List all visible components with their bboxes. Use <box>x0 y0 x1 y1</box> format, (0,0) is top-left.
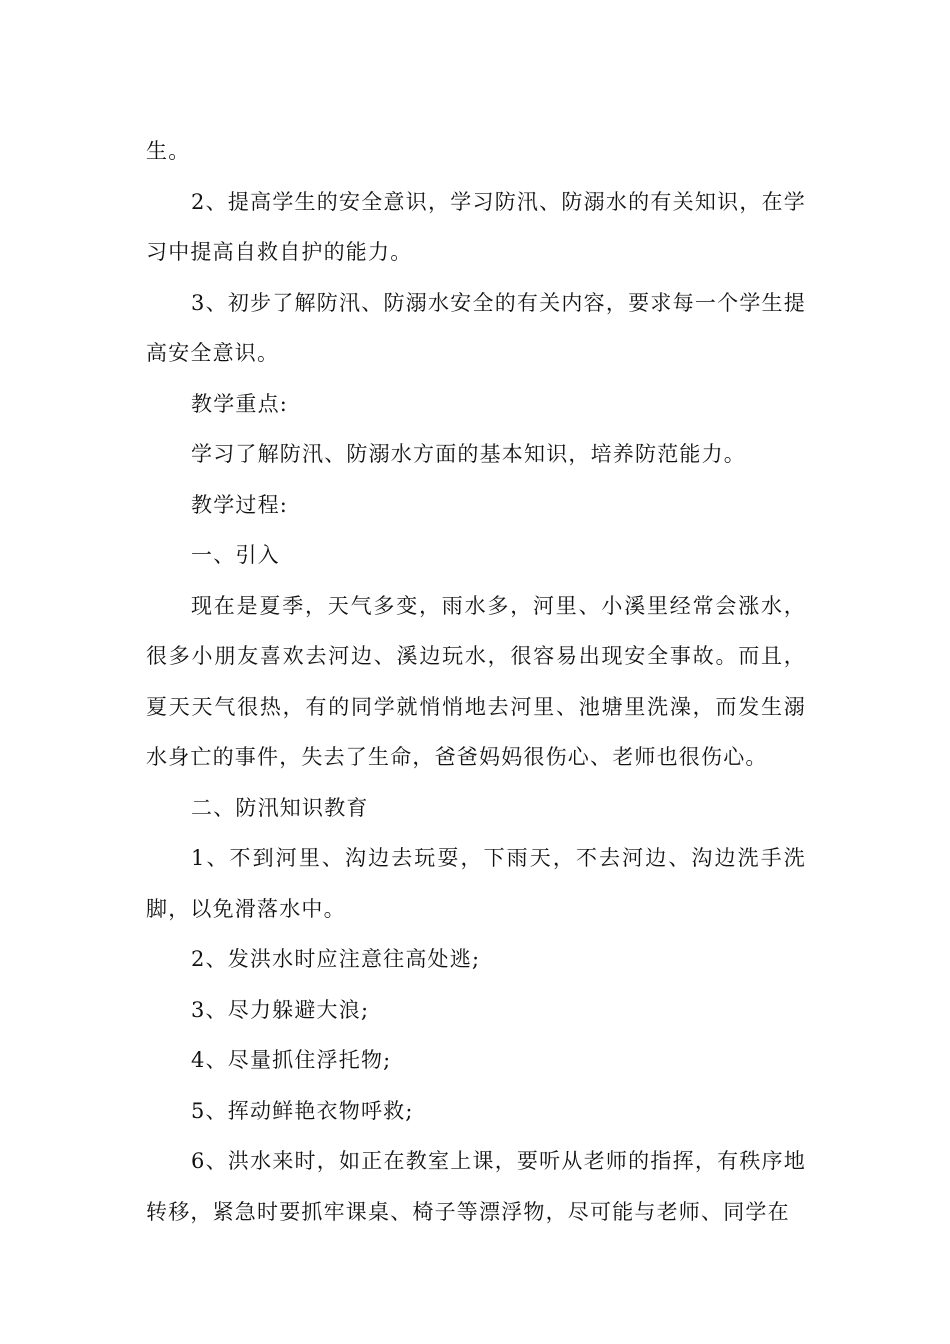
list-item-3: 3、尽力躲避大浪; <box>191 997 370 1022</box>
list-item-4: 4、尽量抓住浮托物; <box>191 1048 392 1072</box>
list-item-5: 5、挥动鲜艳衣物呼救; <box>191 1098 414 1123</box>
paragraph-goal-2: 2、提高学生的安全意识，学习防汛、防溺水的有关知识，在学习中提高自救自护的能力。 <box>146 189 806 264</box>
paragraph-continuation: 生。 <box>146 139 191 163</box>
list-item-2: 2、发洪水时应注意往高处逃; <box>191 947 481 971</box>
heading-teaching-process: 教学过程: <box>191 492 289 517</box>
heading-teaching-focus: 教学重点: <box>191 391 289 416</box>
paragraph-introduction: 现在是夏季，天气多变，雨水多，河里、小溪里经常会涨水，很多小朋友喜欢去河边、溪边玩水，很容易出现安全事故。而且，夏天天气很热，有的同学就悄悄地去河里、池塘里洗澡，而发生溺水身亡的事件，失去了生命，爸爸妈妈很伤心、老师也很伤心。 <box>146 593 806 769</box>
list-item-6: 6、洪水来时，如正在教室上课，要听从老师的指挥，有秩序地转移，紧急时要抓牢课桌、椅子等漂浮物，尽可能与老师、同学在 <box>146 1149 806 1224</box>
document-body <box>146 126 806 1237</box>
paragraph-teaching-focus: 学习了解防汛、防溺水方面的基本知识，培养防范能力。 <box>191 442 746 466</box>
heading-introduction: 一、引入 <box>191 543 280 567</box>
paragraph-goal-3: 3、初步了解防汛、防溺水安全的有关内容，要求每一个学生提高安全意识。 <box>146 290 806 365</box>
list-item-1: 1、不到河里、沟边去玩耍，下雨天，不去河边、沟边洗手洗脚，以免滑落水中。 <box>146 846 806 921</box>
heading-flood-education: 二、防汛知识教育 <box>191 795 369 820</box>
